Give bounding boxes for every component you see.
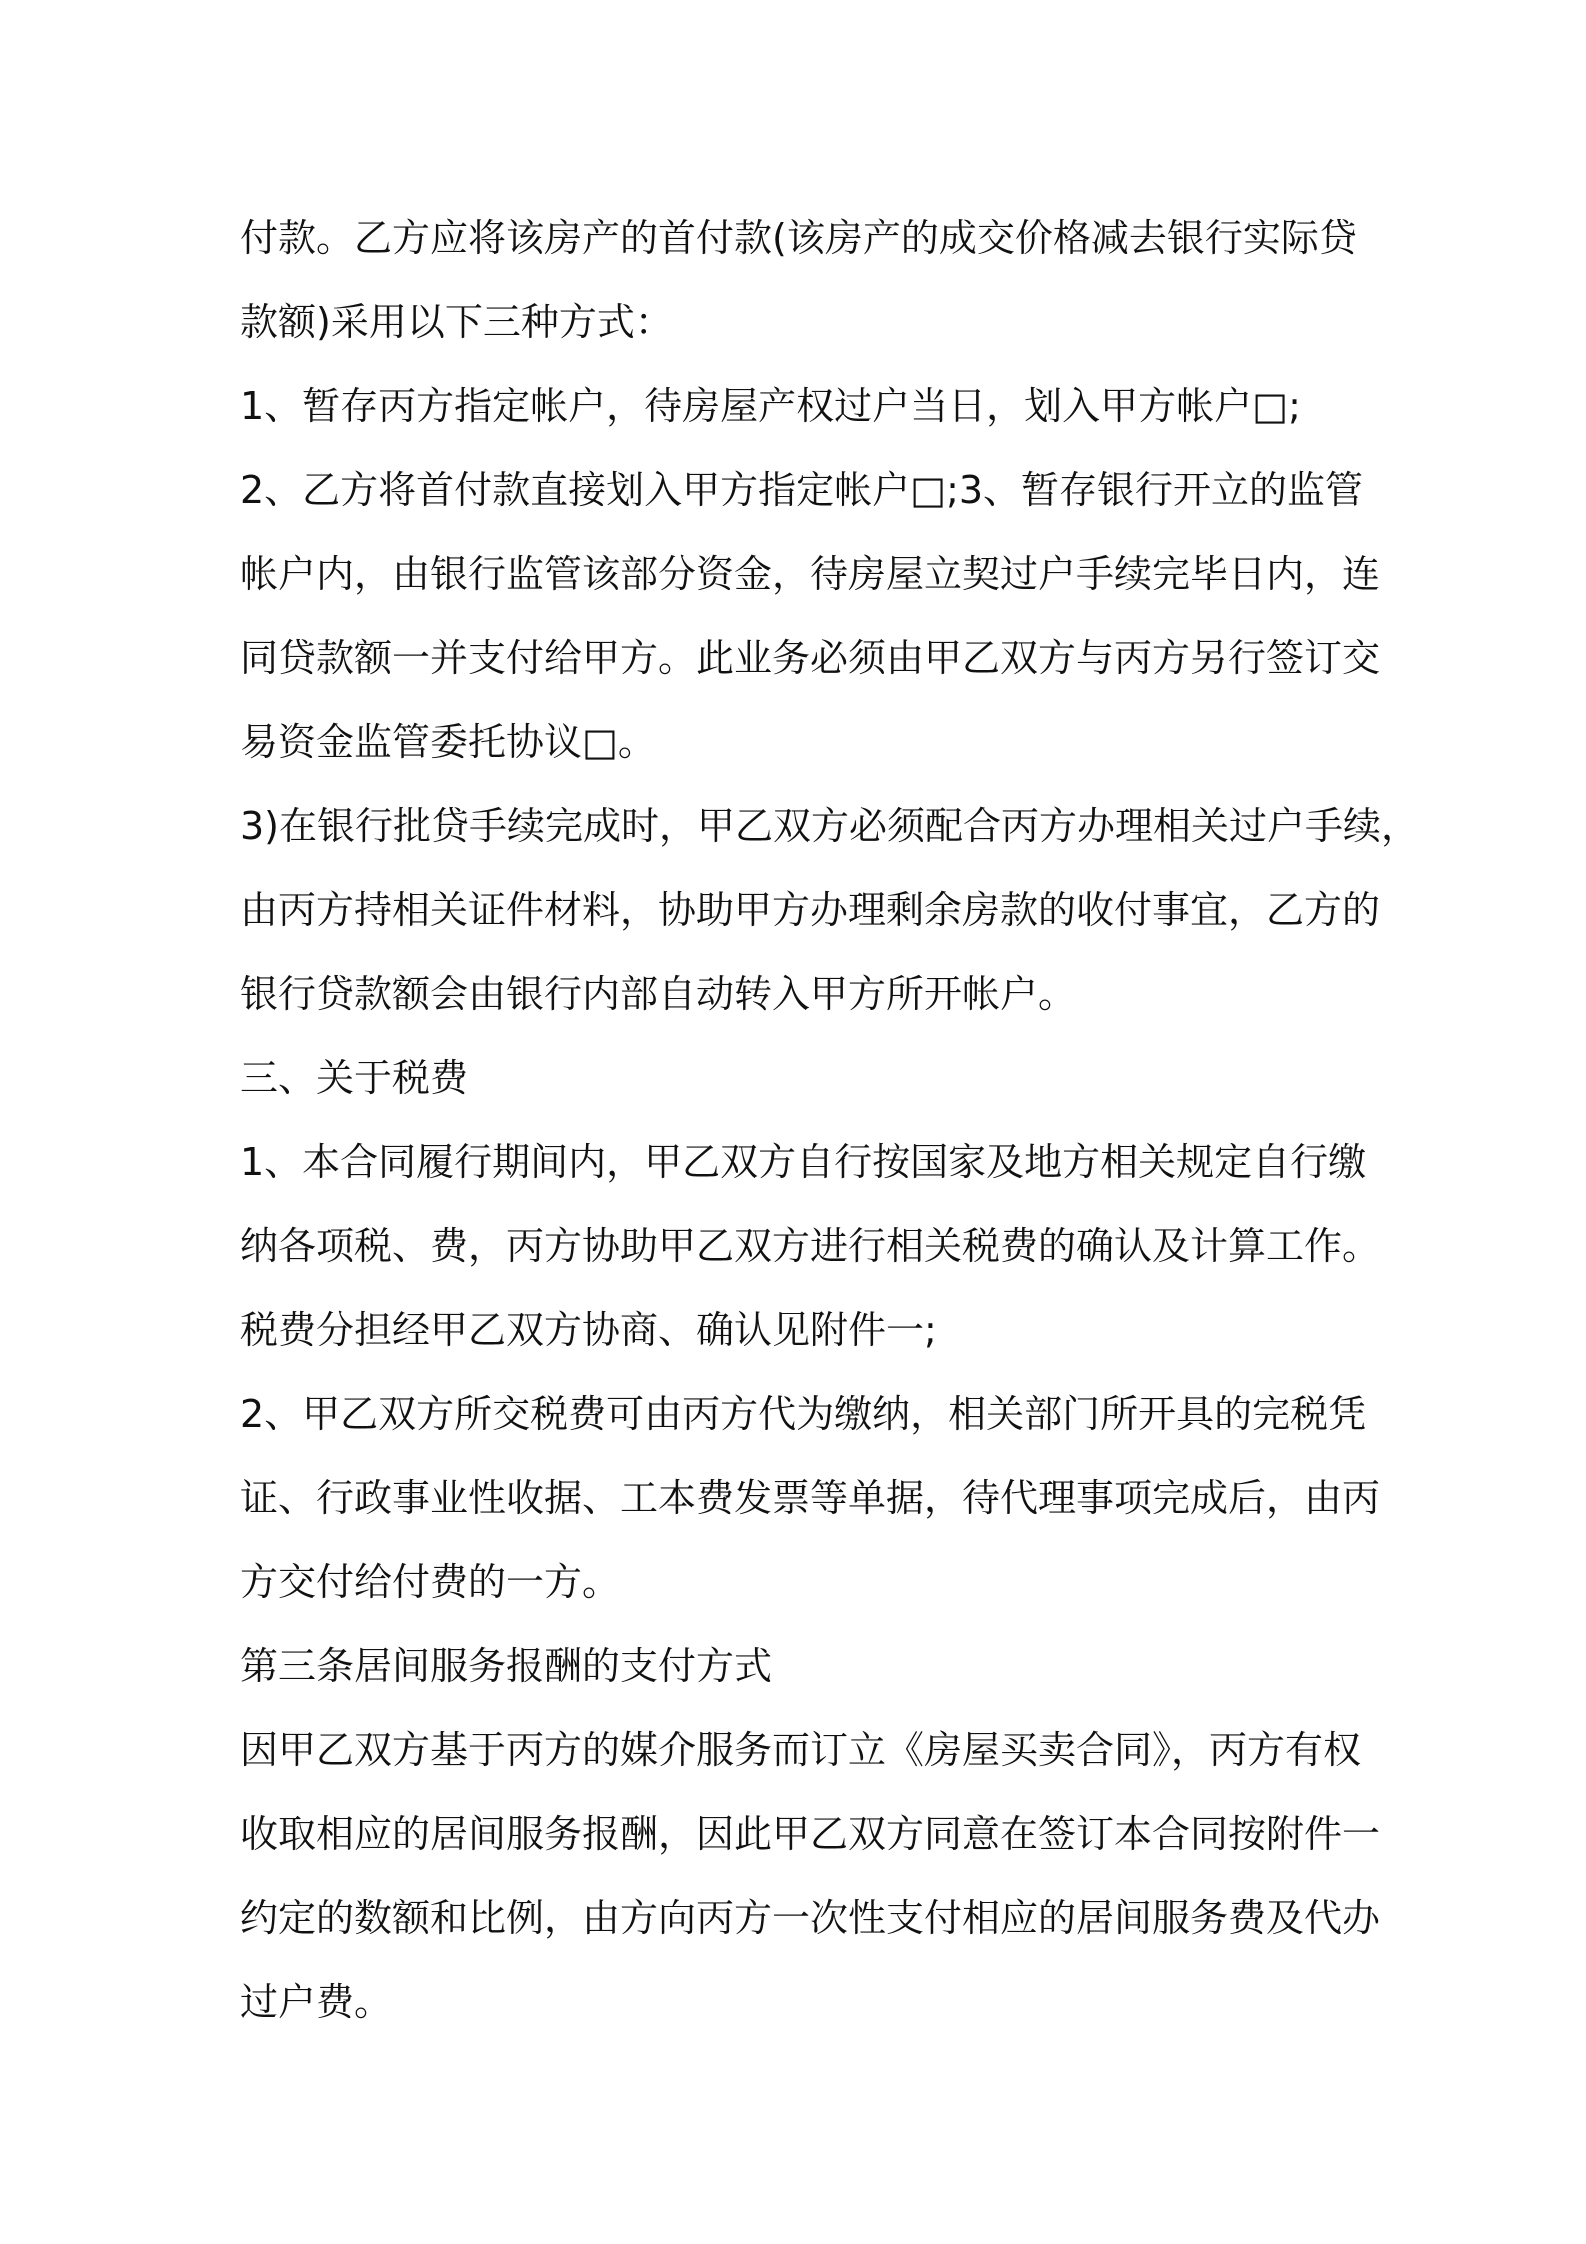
text-line-22: 过户费。 <box>240 1980 393 2024</box>
text-line-20: 收取相应的居间服务报酬，因此甲乙双方同意在签订本合同按附件一 <box>240 1812 1381 1856</box>
text-line-3: 1、暂存丙方指定帐户，待房屋产权过户当日，划入甲方帐户□; <box>240 384 1301 428</box>
text-line-15: 2、甲乙双方所交税费可由丙方代为缴纳，相关部门所开具的完税凭 <box>240 1392 1367 1436</box>
text-line-8: 3)在银行批贷手续完成时，甲乙双方必须配合丙方办理相关过户手续， <box>240 804 1420 848</box>
text-line-10: 银行贷款额会由银行内部自动转入甲方所开帐户。 <box>240 972 1077 1016</box>
document-body <box>240 196 1420 2044</box>
text-line-12: 1、本合同履行期间内，甲乙双方自行按国家及地方相关规定自行缴 <box>240 1140 1367 1184</box>
text-line-6: 同贷款额一并支付给甲方。此业务必须由甲乙双方与丙方另行签订交 <box>240 636 1381 680</box>
text-line-16: 证、行政事业性收据、工本费发票等单据，待代理事项完成后，由丙 <box>240 1476 1381 1520</box>
text-line-5: 帐户内，由银行监管该部分资金，待房屋立契过户手续完毕日内，连 <box>240 552 1381 596</box>
text-line-9: 由丙方持相关证件材料，协助甲方办理剩余房款的收付事宜，乙方的 <box>240 888 1381 932</box>
text-line-13: 纳各项税、费，丙方协助甲乙双方进行相关税费的确认及计算工作。 <box>240 1224 1381 1268</box>
text-line-1: 付款。乙方应将该房产的首付款(该房产的成交价格减去银行实际贷 <box>240 216 1357 260</box>
text-line-21: 约定的数额和比例，由方向丙方一次性支付相应的居间服务费及代办 <box>240 1896 1381 1940</box>
text-line-14: 税费分担经甲乙双方协商、确认见附件一; <box>240 1308 937 1352</box>
section-heading-article-3: 第三条居间服务报酬的支付方式 <box>240 1644 773 1688</box>
text-line-19: 因甲乙双方基于丙方的媒介服务而订立《房屋买卖合同》，丙方有权 <box>240 1728 1362 1772</box>
text-line-7: 易资金监管委托协议□。 <box>240 720 656 764</box>
section-heading-tax: 三、关于税费 <box>240 1056 469 1100</box>
text-line-17: 方交付给付费的一方。 <box>240 1560 621 1604</box>
text-line-4: 2、乙方将首付款直接划入甲方指定帐户□;3、暂存银行开立的监管 <box>240 468 1364 512</box>
text-line-2: 款额)采用以下三种方式： <box>240 300 673 344</box>
